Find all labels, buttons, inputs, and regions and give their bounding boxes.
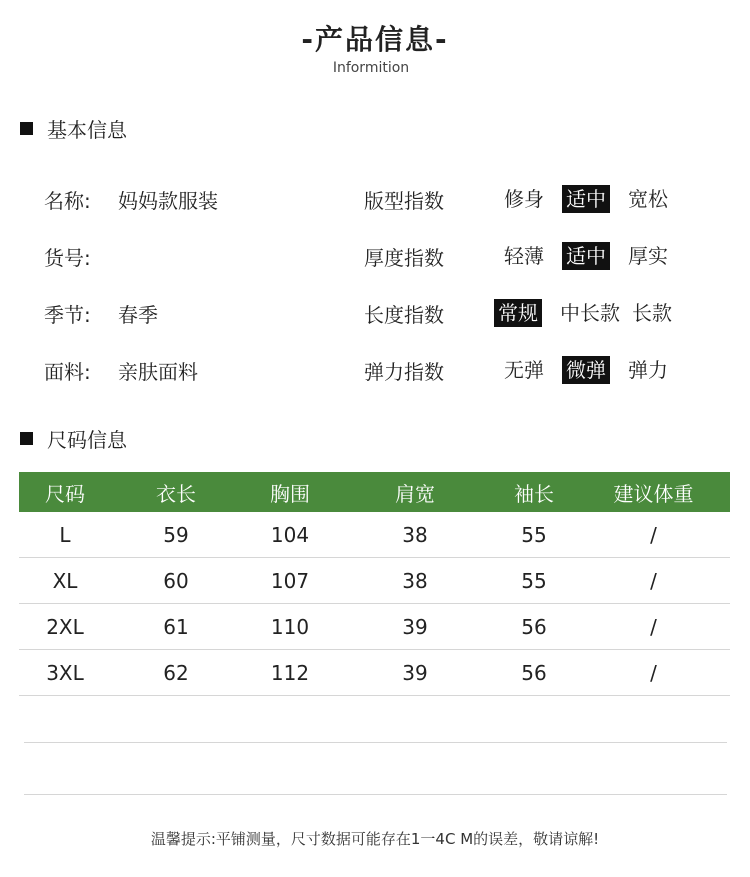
table-cell: 38 (402, 522, 428, 547)
info-key: 名称: (44, 188, 91, 213)
table-row (19, 604, 730, 650)
table-cell: 56 (521, 614, 547, 639)
square-bullet-icon (20, 432, 33, 445)
index-option: 中长款 (560, 301, 620, 325)
info-value: 妈妈款服装 (118, 188, 218, 213)
index-key: 长度指数 (364, 302, 444, 327)
column-header: 肩宽 (395, 481, 435, 506)
page-title: -产品信息- (301, 23, 449, 56)
column-header: 建议体重 (613, 481, 694, 506)
index-row-elasticity (364, 355, 686, 385)
info-row-item-number (44, 241, 118, 271)
index-option-selected: 适中 (562, 185, 610, 213)
table-row (19, 650, 730, 696)
footer-note: 温馨提示:平铺测量，尺寸数据可能存在1一4C M的误差，敬请谅解! (150, 830, 600, 848)
index-row-fit (364, 184, 686, 214)
table-cell: 107 (270, 568, 310, 593)
info-key: 季节: (44, 302, 91, 327)
table-row (19, 558, 730, 604)
table-cell: 56 (521, 660, 547, 685)
index-row-length (364, 298, 690, 328)
info-value: 亲肤面料 (118, 359, 198, 384)
index-key: 版型指数 (364, 188, 444, 213)
index-option-selected: 适中 (562, 242, 610, 270)
column-header: 尺码 (45, 481, 85, 506)
table-cell: 60 (163, 568, 189, 593)
table-cell: / (650, 568, 657, 593)
index-option: 弹力 (628, 358, 668, 382)
table-cell: 2XL (46, 614, 84, 639)
table-cell: 39 (402, 660, 428, 685)
size-info-label: 尺码信息 (47, 427, 127, 452)
size-table (19, 472, 730, 696)
index-option: 长款 (632, 301, 672, 325)
table-cell: 104 (270, 522, 310, 547)
index-option: 修身 (504, 187, 544, 211)
index-option: 宽松 (628, 187, 668, 211)
divider (24, 742, 727, 743)
square-bullet-icon (20, 122, 33, 135)
index-key: 厚度指数 (364, 245, 444, 270)
info-row-name (44, 184, 218, 214)
index-option: 无弹 (504, 358, 544, 382)
column-header: 衣长 (156, 481, 196, 506)
table-cell: 61 (163, 614, 189, 639)
column-header: 袖长 (514, 481, 554, 506)
table-cell: 39 (402, 614, 428, 639)
table-cell: 55 (521, 522, 547, 547)
index-option: 厚实 (628, 244, 668, 268)
table-cell: 62 (163, 660, 189, 685)
index-option-selected: 微弹 (562, 356, 610, 384)
table-cell: 55 (521, 568, 547, 593)
table-cell: 3XL (46, 660, 84, 685)
table-cell: L (59, 522, 71, 547)
size-info-heading (20, 426, 127, 450)
index-row-thickness (364, 241, 686, 271)
info-row-season (44, 298, 158, 328)
info-key: 货号: (44, 245, 91, 270)
page-subtitle: Informition (332, 60, 410, 76)
basic-info-heading (20, 116, 127, 140)
table-cell: 59 (163, 522, 189, 547)
column-header: 胸围 (270, 481, 310, 506)
index-key: 弹力指数 (364, 359, 444, 384)
index-option: 轻薄 (504, 244, 544, 268)
table-cell: 110 (270, 614, 310, 639)
info-value: 春季 (118, 302, 158, 327)
table-row (19, 512, 730, 558)
index-option-selected: 常规 (494, 299, 542, 327)
table-cell: / (650, 614, 657, 639)
table-cell: 38 (402, 568, 428, 593)
table-cell: XL (52, 568, 78, 593)
table-cell: / (650, 522, 657, 547)
info-key: 面料: (44, 359, 91, 384)
table-header-row (19, 472, 730, 512)
divider (24, 794, 727, 795)
basic-info-label: 基本信息 (47, 117, 127, 142)
info-row-fabric (44, 355, 198, 385)
table-cell: 112 (270, 660, 310, 685)
table-cell: / (650, 660, 657, 685)
